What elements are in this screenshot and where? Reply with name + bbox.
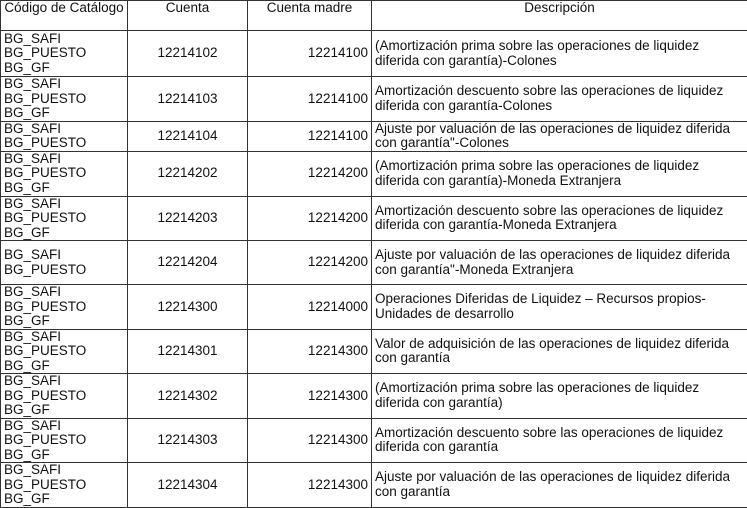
catalog-code: BG_SAFI [4,285,124,300]
catalog-code: BG_GF [4,403,124,418]
table-row [1,31,747,77]
account-number: 12214203 [128,196,248,241]
account-description: (Amortización prima sobre las operaciones de liquidez diferida con garantía)-Moneda Extranjera [372,151,747,196]
account-number: 12214104 [128,121,248,151]
parent-account-number: 12214300 [248,463,372,508]
account-description: (Amortización prima sobre las operaciones de liquidez diferida con garantía)-Colones [372,31,747,77]
parent-account-number: 12214100 [248,121,372,151]
table-row [1,463,747,508]
table-row [1,241,747,285]
account-description: Amortización descuento sobre las operaciones de liquidez diferida con garantía-Moneda Extranjera [372,196,747,241]
account-number: 12214302 [128,374,248,419]
account-number: 12214202 [128,151,248,196]
table-row [1,329,747,374]
account-description: Ajuste por valuación de las operaciones de liquidez diferida con garantía"-Moneda Extranjera [372,241,747,285]
parent-account-number: 12214200 [248,151,372,196]
table-row [1,285,747,330]
catalog-code: BG_SAFI [4,122,124,137]
account-number: 12214103 [128,77,248,122]
table-row [1,151,747,196]
account-description: Operaciones Diferidas de Liquidez – Recursos propios-Unidades de desarrollo [372,285,747,330]
catalog-code: BG_PUESTO [4,300,124,315]
catalog-codes [1,196,128,241]
catalog-code: BG_SAFI [4,197,124,212]
header-cuenta: Cuenta [128,1,248,31]
catalog-code: BG_GF [4,181,124,196]
catalog-codes [1,77,128,122]
parent-account-number: 12214100 [248,31,372,77]
catalog-code: BG_GF [4,448,124,463]
catalog-code: BG_PUESTO [4,92,124,107]
table-row [1,121,747,151]
catalog-codes [1,151,128,196]
table-row [1,196,747,241]
account-number: 12214102 [128,31,248,77]
catalog-code: BG_SAFI [4,152,124,167]
parent-account-number: 12214300 [248,374,372,419]
table-row [1,374,747,419]
catalog-code: BG_PUESTO [4,166,124,181]
catalog-code: BG_GF [4,314,124,329]
account-description: Ajuste por valuación de las operaciones de liquidez diferida con garantía"-Colones [372,121,747,151]
header-codigo: Código de Catálogo [1,1,128,31]
account-description: (Amortización prima sobre las operaciones de liquidez diferida con garantía) [372,374,747,419]
catalog-code: BG_PUESTO [4,46,124,61]
catalog-codes [1,121,128,151]
catalog-code: BG_SAFI [4,77,124,92]
catalog-code: BG_SAFI [4,463,124,478]
catalog-code: BG_PUESTO [4,478,124,493]
catalog-code: BG_SAFI [4,32,124,47]
parent-account-number: 12214200 [248,241,372,285]
parent-account-number: 12214300 [248,418,372,463]
parent-account-number: 12214300 [248,329,372,374]
catalog-codes [1,329,128,374]
account-number: 12214204 [128,241,248,285]
catalog-codes [1,31,128,77]
catalog-codes [1,241,128,285]
account-description: Valor de adquisición de las operaciones de liquidez diferida con garantía [372,329,747,374]
catalog-code: BG_PUESTO [4,433,124,448]
catalog-code: BG_GF [4,359,124,374]
catalog-code: BG_SAFI [4,374,124,389]
catalog-codes [1,463,128,508]
catalog-code: BG_PUESTO [4,263,124,278]
catalog-code: BG_GF [4,106,124,121]
catalog-code: BG_SAFI [4,248,124,263]
account-description: Amortización descuento sobre las operaciones de liquidez diferida con garantía [372,418,747,463]
account-number: 12214300 [128,285,248,330]
catalog-codes [1,374,128,419]
account-number: 12214304 [128,463,248,508]
parent-account-number: 12214000 [248,285,372,330]
parent-account-number: 12214100 [248,77,372,122]
catalog-codes [1,285,128,330]
header-cuenta-madre: Cuenta madre [248,1,372,31]
catalog-code: BG_GF [4,61,124,76]
table-row [1,418,747,463]
catalog-code: BG_SAFI [4,330,124,345]
catalog-code: BG_GF [4,492,124,507]
catalog-code: BG_PUESTO [4,389,124,404]
table-row [1,77,747,122]
catalog-codes [1,418,128,463]
account-description: Ajuste por valuación de las operaciones de liquidez diferida con garantía [372,463,747,508]
header-descripcion: Descripción [372,1,747,31]
catalog-code: BG_GF [4,226,124,241]
catalog-code: BG_PUESTO [4,136,124,151]
account-description: Amortización descuento sobre las operaciones de liquidez diferida con garantía-Colones [372,77,747,122]
table-header-row [1,1,747,31]
parent-account-number: 12214200 [248,196,372,241]
catalog-code: BG_PUESTO [4,211,124,226]
catalog-code: BG_SAFI [4,419,124,434]
account-number: 12214303 [128,418,248,463]
catalog-code: BG_PUESTO [4,344,124,359]
account-number: 12214301 [128,329,248,374]
